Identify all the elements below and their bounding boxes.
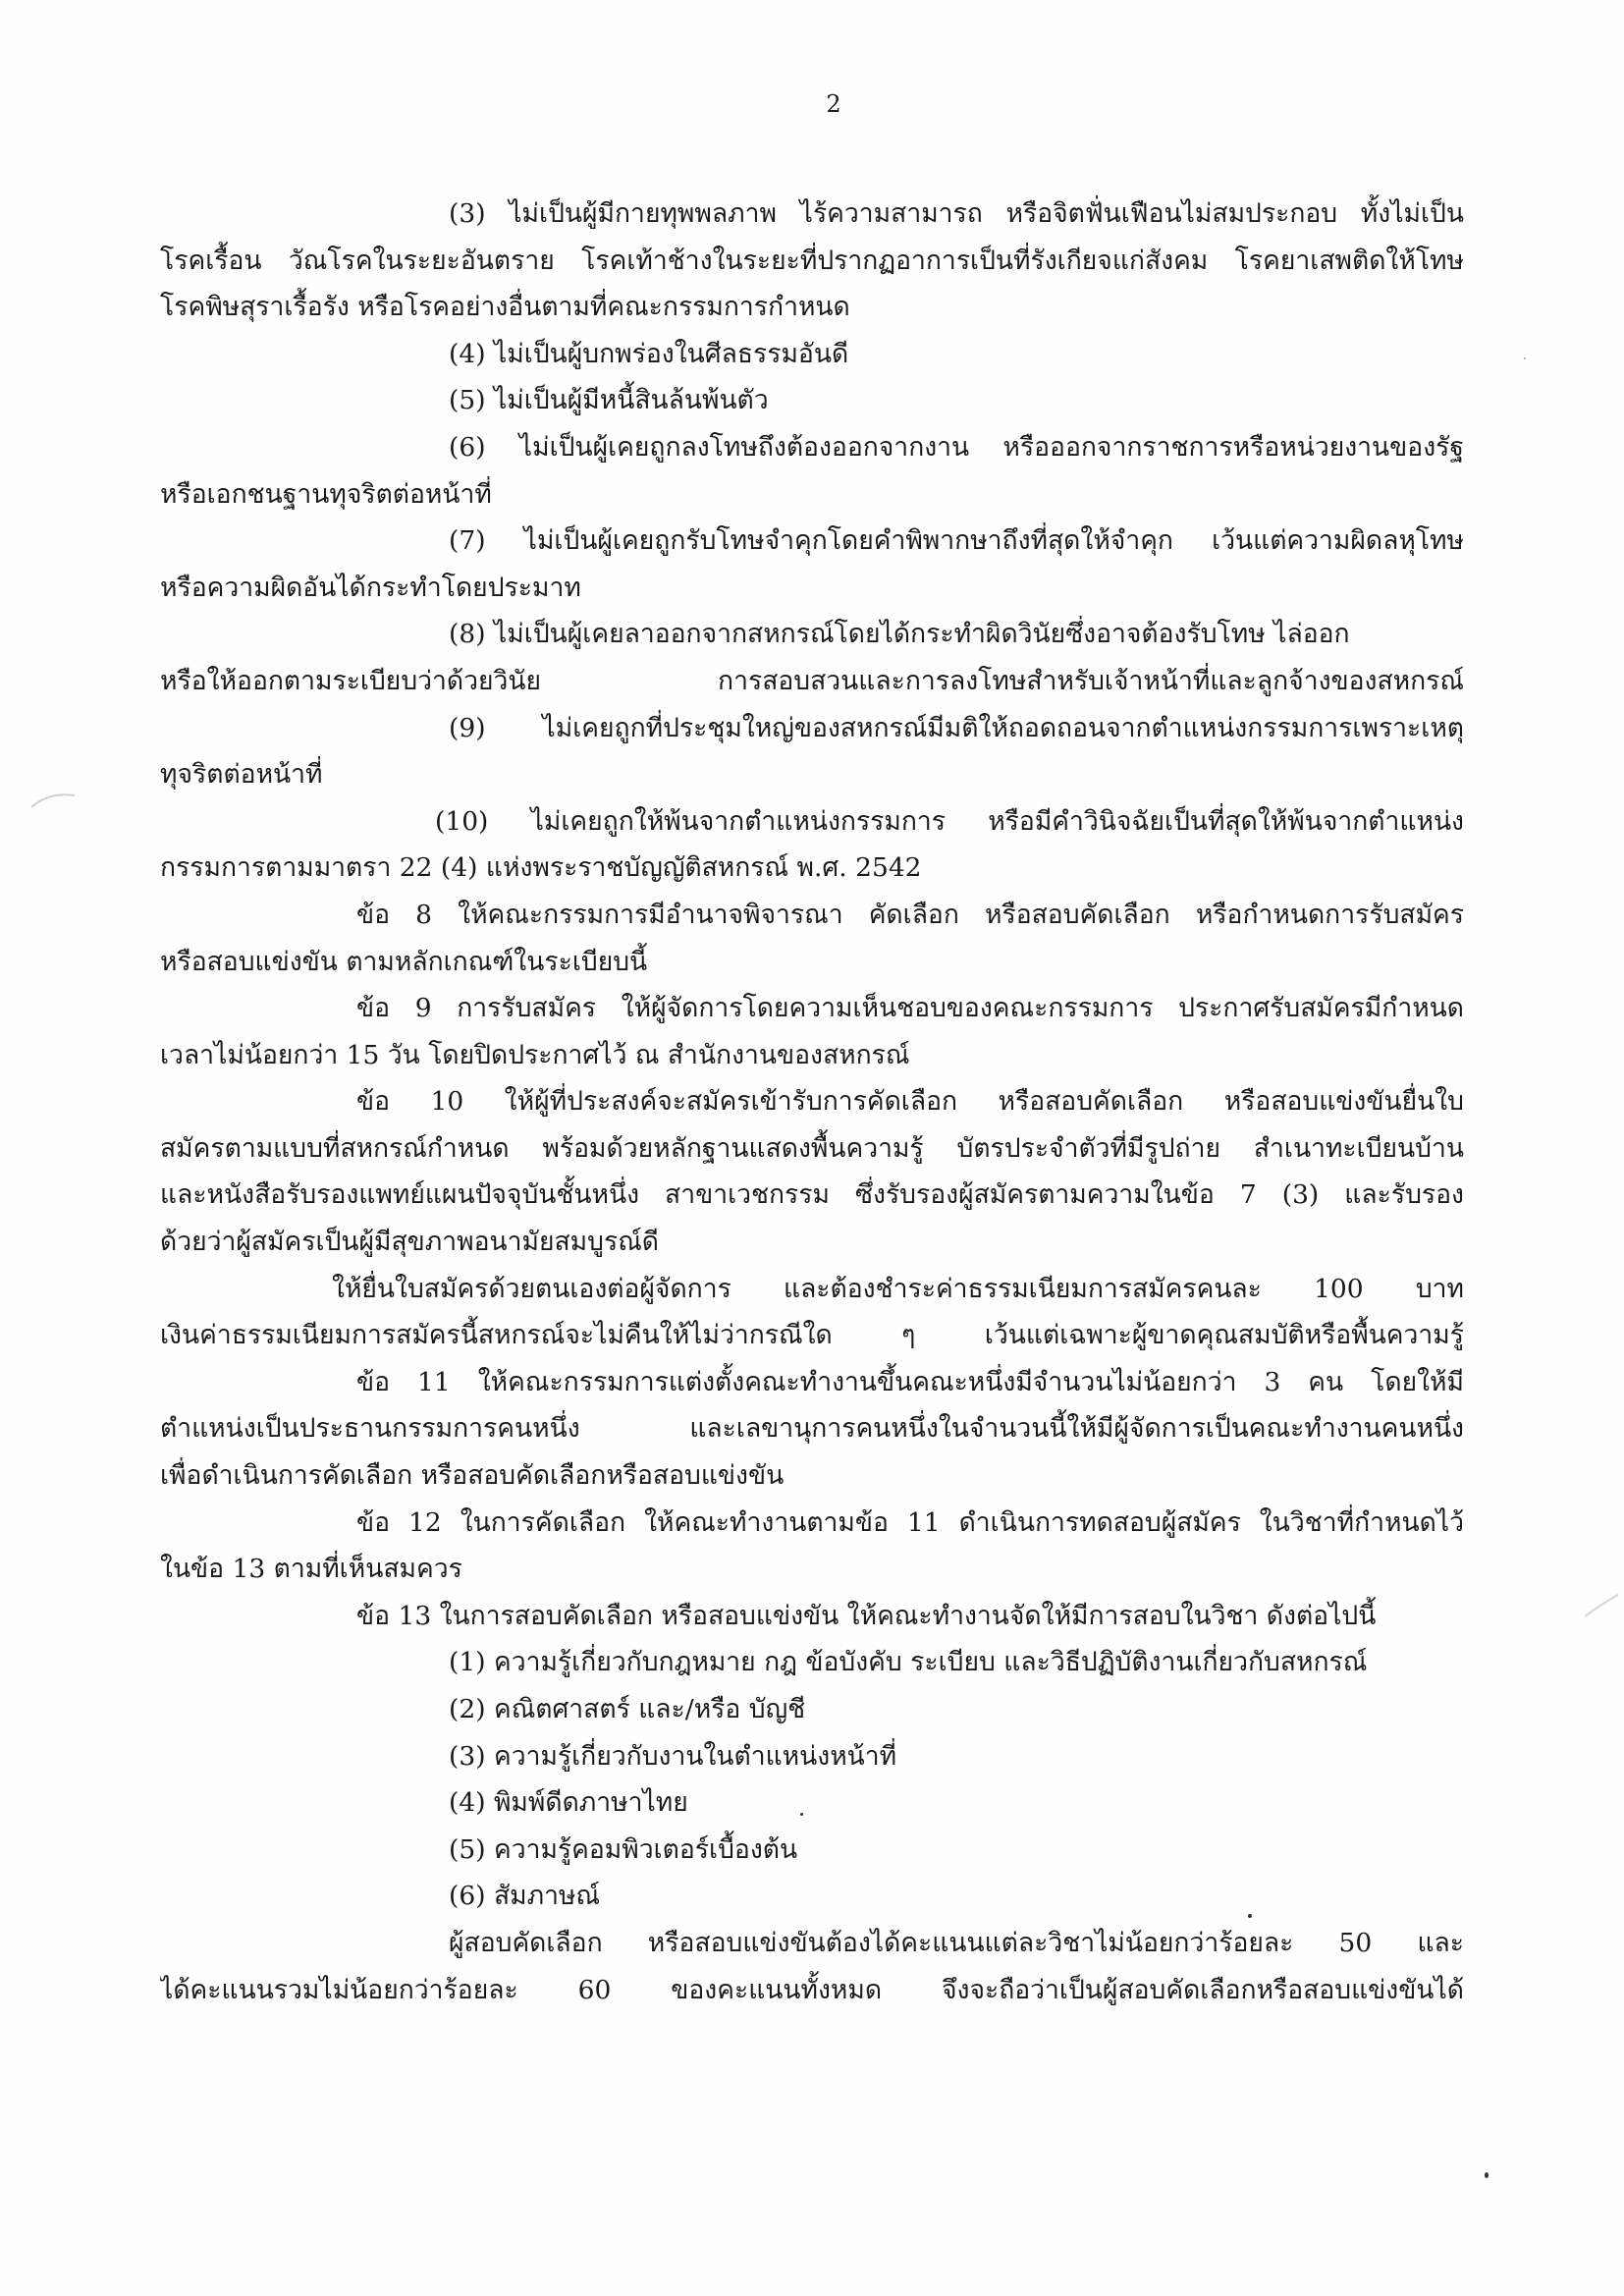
text-line: ทุจริตต่อหน้าที่ (160, 759, 323, 791)
text-line: โรคเรื้อน วัณโรคในระยะอันตราย โรคเท้าช้างในระยะที่ปรากฏอาการเป็นที่รังเกียจแก่สังคม โรคยาเสพติดให้โทษ (160, 245, 1464, 276)
text-line: ผู้สอบคัดเลือก หรือสอบแข่งขันต้องได้คะแนนแต่ละวิชาไม่น้อยกว่าร้อยละ 50 และ (449, 1927, 1464, 1958)
text-line: ข้อ 11 ให้คณะกรรมการแต่งตั้งคณะทำงานขึ้นคณะหนึ่งมีจำนวนไม่น้อยกว่า 3 คน โดยให้มี (356, 1366, 1464, 1397)
text-line: ด้วยว่าผู้สมัครเป็นผู้มีสุขภาพอนามัยสมบูรณ์ดี (160, 1227, 660, 1258)
text-line: และหนังสือรับรองแพทย์แผนปัจจุบันชั้นหนึ่ง สาขาเวชกรรม ซึ่งรับรองผู้สมัครตามความในข้อ 7 (3) และรับรอง (160, 1179, 1464, 1211)
text-line: โรคพิษสุราเรื้อรัง หรือโรคอย่างอื่นตามที่คณะกรรมการกำหนด (160, 292, 850, 323)
text-line: เพื่อดำเนินการคัดเลือก หรือสอบคัดเลือกหรือสอบแข่งขัน (160, 1460, 785, 1492)
text-line: ในข้อ 13 ตามที่เห็นสมควร (160, 1554, 462, 1585)
scan-speck (1524, 357, 1526, 359)
text-line: (10) ไม่เคยถูกให้พ้นจากตำแหน่งกรรมการ หรือมีคำวินิจฉัยเป็นที่สุดให้พ้นจากตำแหน่ง (435, 805, 1464, 837)
document-body (160, 191, 1464, 2013)
text-line: (5) ความรู้คอมพิวเตอร์เบื้องต้น (449, 1833, 798, 1865)
scan-edge-mark (1581, 1591, 1620, 1620)
text-line: สมัครตามแบบที่สหกรณ์กำหนด พร้อมด้วยหลักฐานแสดงพื้นความรู้ บัตรประจำตัวที่มีรูปถ่าย สำเนาทะเบียนบ้าน (160, 1132, 1464, 1164)
text-line: ข้อ 10 ให้ผู้ที่ประสงค์จะสมัครเข้ารับการคัดเลือก หรือสอบคัดเลือก หรือสอบแข่งขันยื่นใบ (356, 1086, 1464, 1118)
scan-speck (1248, 1914, 1252, 1918)
text-line: (9) ไม่เคยถูกที่ประชุมใหญ่ของสหกรณ์มีมติให้ถอดถอนจากตำแหน่งกรรมการเพราะเหตุ (449, 712, 1464, 743)
text-line: เวลาไม่น้อยกว่า 15 วัน โดยปิดประกาศไว้ ณ สำนักงานของสหกรณ์ (160, 1039, 910, 1070)
text-line: ได้คะแนนรวมไม่น้อยกว่าร้อยละ 60 ของคะแนนทั้งหมด จึงจะถือว่าเป็นผู้สอบคัดเลือกหรือสอบแข่งขันได้ (160, 1974, 1464, 2005)
text-line: เงินค่าธรรมเนียมการสมัครนี้สหกรณ์จะไม่คืนให้ไม่ว่ากรณีใด ๆ เว้นแต่เฉพาะผู้ขาดคุณสมบัติหรือพื้นความรู้ (160, 1320, 1464, 1351)
text-line: กรรมการตามมาตรา 22 (4) แห่งพระราชบัญญัติสหกรณ์ พ.ศ. 2542 (160, 852, 922, 884)
text-line: (5) ไม่เป็นผู้มีหนี้สินล้นพ้นตัว (449, 385, 769, 416)
text-line: (8) ไม่เป็นผู้เคยลาออกจากสหกรณ์โดยได้กระทำผิดวินัยซึ่งอาจต้องรับโทษ ไล่ออก (449, 619, 1350, 650)
page-number: 2 (826, 90, 841, 118)
text-line: ข้อ 13 ในการสอบคัดเลือก หรือสอบแข่งขัน ให้คณะทำงานจัดให้มีการสอบในวิชา ดังต่อไปนี้ (356, 1600, 1377, 1631)
text-line: (1) ความรู้เกี่ยวกับกฎหมาย กฎ ข้อบังคับ ระเบียบ และวิธีปฏิบัติงานเกี่ยวกับสหกรณ์ (449, 1647, 1368, 1678)
text-line: หรือเอกชนฐานทุจริตต่อหน้าที่ (160, 478, 492, 510)
scan-speck (800, 1813, 803, 1816)
scan-edge-mark (29, 786, 79, 815)
text-line: ข้อ 8 ให้คณะกรรมการมีอำนาจพิจารณา คัดเลือก หรือสอบคัดเลือก หรือกำหนดการรับสมัคร (356, 899, 1464, 930)
scan-speck (1485, 2172, 1489, 2178)
text-line: (6) สัมภาษณ์ (449, 1881, 601, 1912)
text-line: (4) พิมพ์ดีดภาษาไทย (449, 1787, 688, 1819)
text-line: หรือให้ออกตามระเบียบว่าด้วยวินัย การสอบสวนและการลงโทษสำหรับเจ้าหน้าที่และลูกจ้างของสหกรณ์ (160, 665, 1464, 696)
text-line: ตำแหน่งเป็นประธานกรรมการคนหนึ่ง และเลขานุการคนหนึ่งในจำนวนนี้ให้มีผู้จัดการเป็นคณะทำงานคนหนึ่ง (160, 1413, 1464, 1445)
text-line: ให้ยื่นใบสมัครด้วยตนเองต่อผู้จัดการ และต้องชำระค่าธรรมเนียมการสมัครคนละ 100 บาท (332, 1273, 1464, 1304)
text-line: (4) ไม่เป็นผู้บกพร่องในศีลธรรมอันดี (449, 338, 849, 369)
text-line: (3) ความรู้เกี่ยวกับงานในตำแหน่งหน้าที่ (449, 1740, 897, 1772)
text-line: (2) คณิตศาสตร์ และ/หรือ บัญชี (449, 1694, 806, 1724)
text-line: (7) ไม่เป็นผู้เคยถูกรับโทษจำคุกโดยคำพิพากษาถึงที่สุดให้จำคุก เว้นแต่ความผิดลหุโทษ (449, 525, 1464, 557)
text-line: ข้อ 9 การรับสมัคร ให้ผู้จัดการโดยความเห็นชอบของคณะกรรมการ ประกาศรับสมัครมีกำหนด (356, 993, 1464, 1024)
text-line: หรือความผิดอันได้กระทำโดยประมาท (160, 572, 581, 603)
text-line: (6) ไม่เป็นผู้เคยถูกลงโทษถึงต้องออกจากงาน หรือออกจากราชการหรือหน่วยงานของรัฐ (449, 431, 1464, 463)
text-line: ข้อ 12 ในการคัดเลือก ให้คณะทำงานตามข้อ 11 ดำเนินการทดสอบผู้สมัคร ในวิชาที่กำหนดไว้ (356, 1506, 1464, 1538)
text-line: หรือสอบแข่งขัน ตามหลักเกณฑ์ในระเบียบนี้ (160, 946, 648, 977)
text-line: (3) ไม่เป็นผู้มีกายทุพพลภาพ ไร้ความสามารถ หรือจิตฟั่นเฟือนไม่สมประกอบ ทั้งไม่เป็น (449, 198, 1464, 229)
